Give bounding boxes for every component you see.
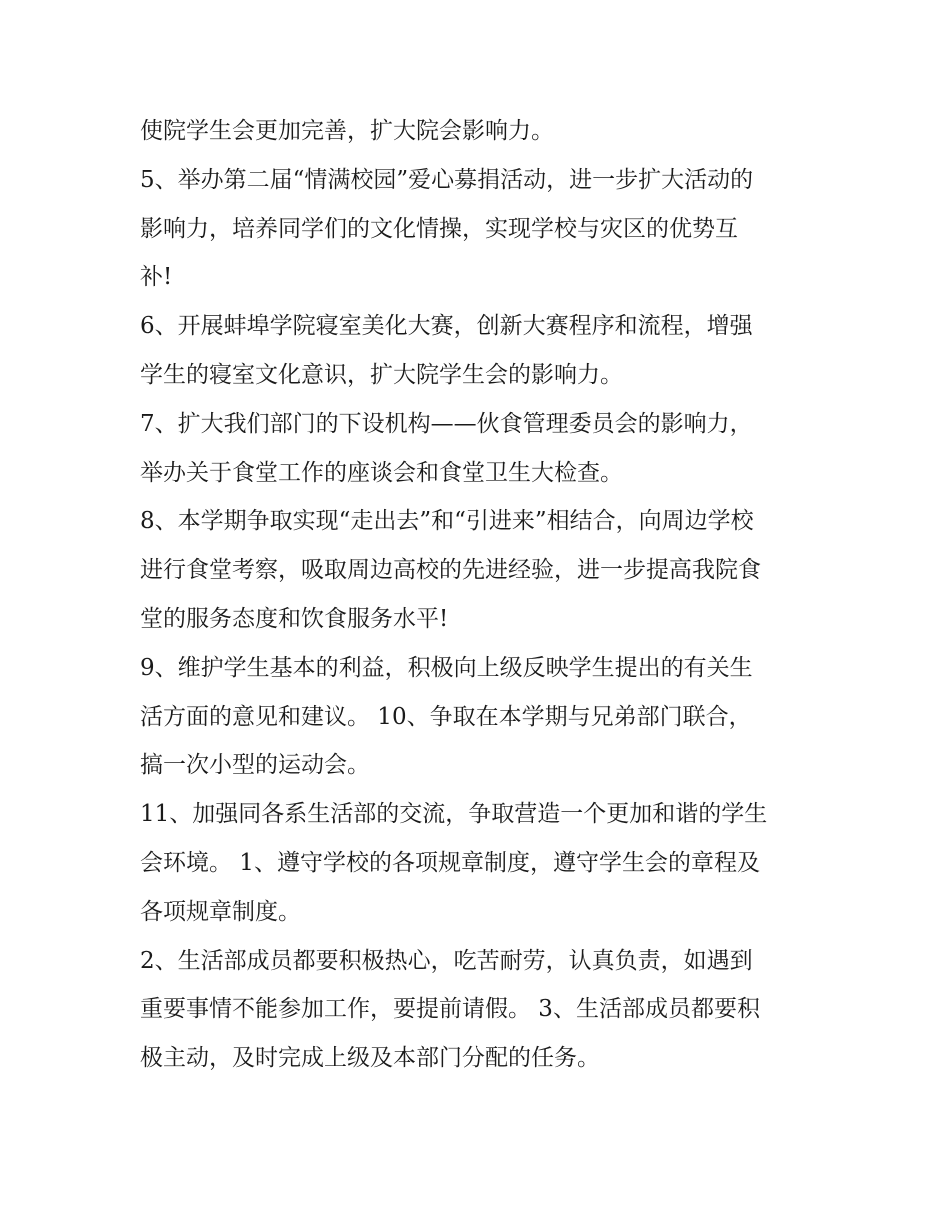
paragraph-rules [140,937,820,1083]
paragraph-item-8 [140,497,820,643]
text-line: 进行食堂考察，吸取周边高校的先进经验，进一步提高我院食 [140,557,761,584]
paragraph-item-9-10 [140,644,820,790]
paragraph-item-7 [140,400,820,498]
text-line: 举办关于食堂工作的座谈会和食堂卫生大检查。 [140,459,623,486]
text-line: 6、开展蚌埠学院寝室美化大赛，创新大赛程序和流程，增强 [140,313,753,340]
text-line: 活方面的意见和建议。 10、争取在本学期与兄弟部门联合， [140,703,752,730]
text-line: 8、本学期争取实现“走出去”和“引进来”相结合，向周边学校 [140,508,754,535]
text-line: 9、维护学生基本的利益，积极向上级反映学生提出的有关生 [140,654,753,681]
text-line: 会环境。 1、遵守学校的各项规章制度，遵守学生会的章程及 [140,849,760,876]
paragraph-item-5 [140,156,820,302]
text-line: 2、生活部成员都要积极热心，吃苦耐劳，认真负责，如遇到 [140,947,753,974]
paragraph-intro [140,107,820,156]
text-line: 使院学生会更加完善，扩大院会影响力。 [140,118,554,144]
text-line: 搞一次小型的运动会。 [140,752,370,779]
text-line: 学生的寝室文化意识，扩大院学生会的影响力。 [140,361,623,388]
document-body [140,107,820,1083]
text-line: 5、举办第二届“情满校园”爱心募捐活动，进一步扩大活动的 [140,166,754,193]
text-line: 极主动，及时完成上级及本部门分配的任务。 [140,1045,600,1072]
text-line: 7、扩大我们部门的下设机构——伙食管理委员会的影响力， [140,410,753,437]
text-line: 影响力，培养同学们的文化情操，实现学校与灾区的优势互 [140,215,738,242]
text-line: 重要事情不能参加工作，要提前请假。 3、生活部成员都要积 [140,996,760,1023]
paragraph-item-11 [140,790,820,936]
text-line: 堂的服务态度和饮食服务水平! [140,605,449,632]
text-line: 各项规章制度。 [140,898,301,925]
text-line: 补! [140,264,173,291]
paragraph-item-6 [140,302,820,400]
text-line: 11、加强同各系生活部的交流，争取营造一个更加和谐的学生 [140,801,768,828]
